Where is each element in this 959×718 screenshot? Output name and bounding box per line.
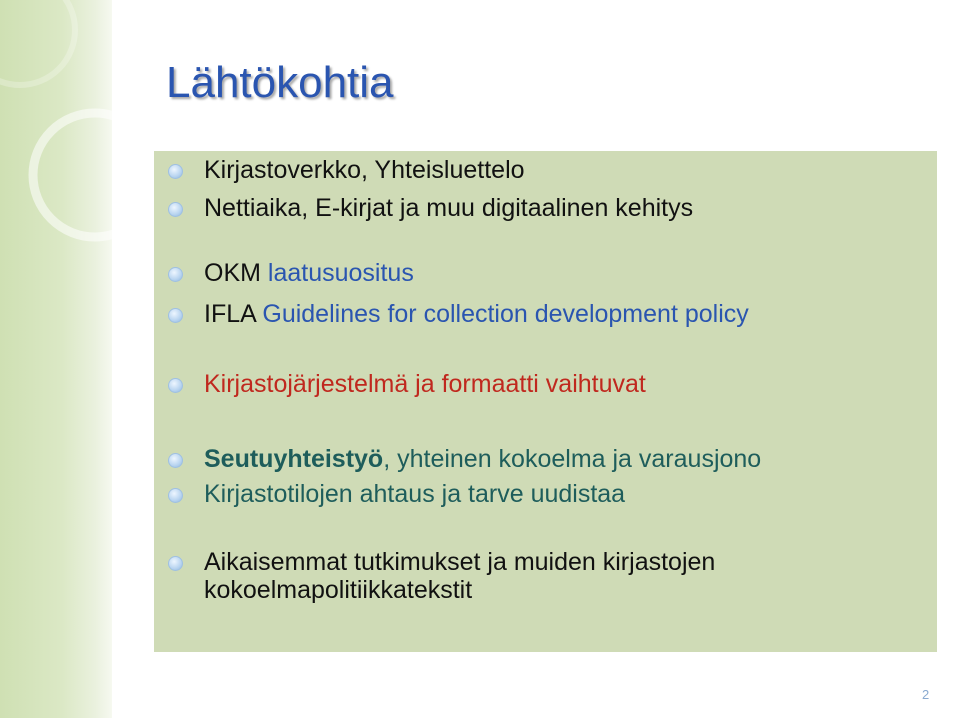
slide-title: Lähtökohtia [166,58,394,107]
bullet-dot-icon [168,308,183,323]
bullet-dot-icon [168,164,183,179]
bullet-text: Kirjastoverkko, Yhteisluettelo [204,156,525,184]
bullet-highlight: Guidelines for collection development policy [262,300,749,328]
bullet-item [168,156,525,185]
bullet-highlight: laatusuositus [267,259,414,287]
bullet-highlight: Seutuyhteistyö [204,445,384,473]
bullet-item [168,300,749,329]
bullet-dot-icon [168,556,183,571]
bullet-item [168,370,646,399]
bullet-item [168,480,625,509]
bullet-dot-icon [168,378,183,393]
bullet-line-2: kokoelmapolitiikkatekstit [204,576,473,604]
bullet-dot-icon [168,453,183,468]
bullet-text: Kirjastojärjestelmä ja formaatti vaihtuvat [204,370,646,398]
bullet-item [168,445,761,474]
bullet-text [204,548,715,604]
decorative-side-bar [0,0,112,718]
bullet-prefix: OKM [204,259,268,287]
bullet-text: Kirjastotilojen ahtaus ja tarve uudistaa [204,480,626,508]
bullet-dot-icon [168,202,183,217]
bullet-text: Nettiaika, E-kirjat ja muu digitaalinen kehitys [204,194,694,222]
bullet-dot-icon [168,488,183,503]
bullet-item [168,259,414,288]
bullet-item [168,548,715,604]
bullet-line-1: Aikaisemmat tutkimukset ja muiden kirjastojen [204,548,716,576]
bullet-text [204,300,749,329]
bullet-item [168,194,693,223]
bullet-dot-icon [168,267,183,282]
page-number: 2 [922,687,930,702]
bullet-rest: , yhteinen kokoelma ja varausjono [383,445,762,473]
bullet-text [204,445,761,474]
bullet-prefix: IFLA [204,300,263,328]
bullet-text [204,259,414,288]
decorative-circles [0,0,112,718]
